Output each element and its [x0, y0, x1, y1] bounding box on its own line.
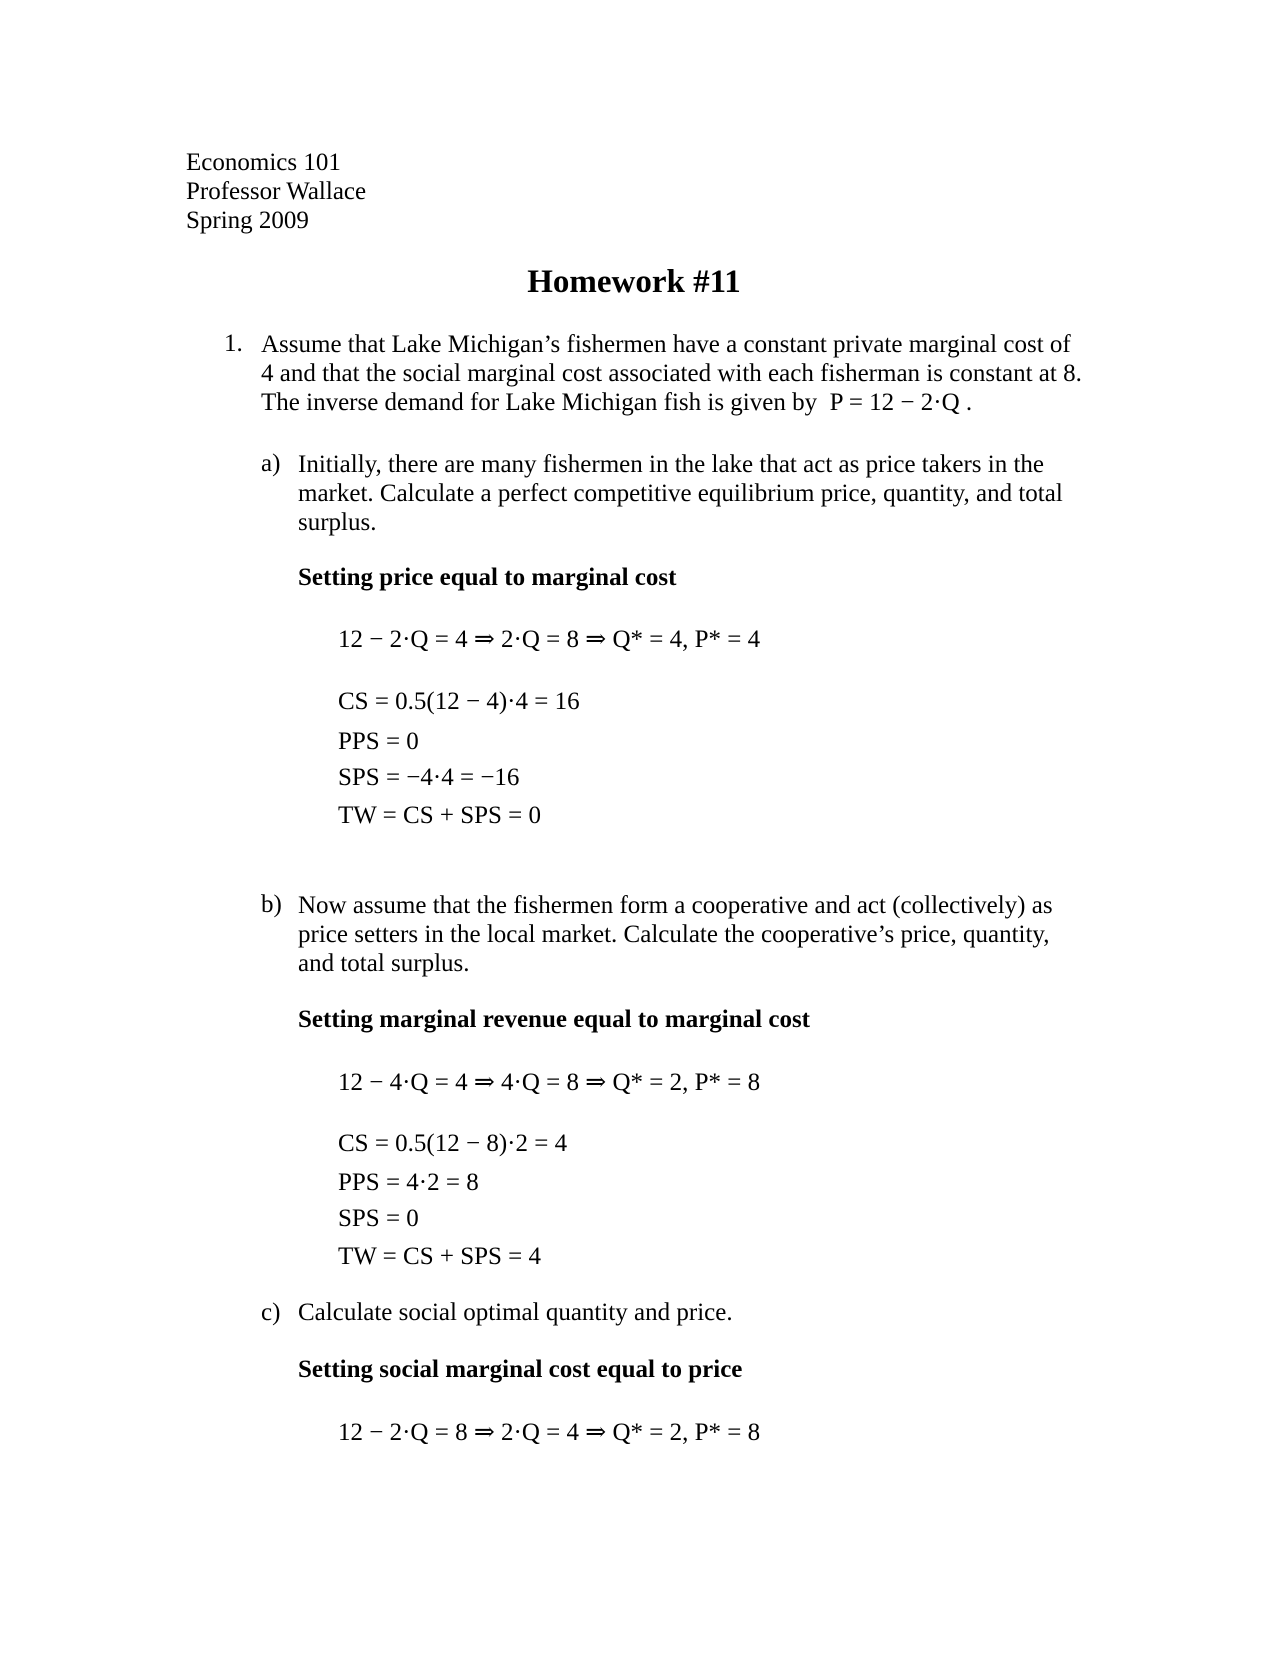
- part-c-label: c): [261, 1299, 281, 1326]
- part-a-pps-equation: PPS = 0: [338, 728, 419, 755]
- part-a-line: Initially, there are many fishermen in the lake that act as price takers in the: [298, 451, 1044, 478]
- part-a-text: [298, 450, 1063, 537]
- professor-name: Professor Wallace: [186, 178, 367, 205]
- part-c-text: Calculate social optimal quantity and price.: [298, 1299, 733, 1326]
- part-b-sps-equation: SPS = 0: [338, 1205, 419, 1232]
- course-header: [186, 148, 366, 235]
- question-line: [261, 388, 1082, 417]
- part-a-main-equation: 12 − 2·Q = 4 ⇒ 2·Q = 8 ⇒ Q* = 4, P* = 4: [338, 626, 761, 653]
- term: Spring 2009: [186, 207, 309, 234]
- part-b-label: b): [261, 891, 282, 918]
- question-1-text: [261, 330, 1082, 417]
- part-b-heading: Setting marginal revenue equal to marginal cost: [298, 1006, 810, 1033]
- question-number: 1.: [224, 330, 243, 357]
- part-b-line: Now assume that the fishermen form a cooperative and act (collectively) as: [298, 892, 1053, 919]
- part-a-line: market. Calculate a perfect competitive equilibrium price, quantity, and total: [298, 480, 1063, 507]
- question-line: 4 and that the social marginal cost associated with each fisherman is constant at 8.: [261, 360, 1082, 387]
- part-a-tw-equation: TW = CS + SPS = 0: [338, 802, 542, 829]
- part-a-cs-equation: CS = 0.5(12 − 4)·4 = 16: [338, 688, 580, 715]
- part-b-pps-equation: PPS = 4·2 = 8: [338, 1169, 479, 1196]
- part-b-cs-equation: CS = 0.5(12 − 8)·2 = 4: [338, 1130, 568, 1157]
- page-title: Homework #11: [527, 264, 741, 300]
- part-a-label: a): [261, 450, 281, 477]
- part-a-heading: Setting price equal to marginal cost: [298, 564, 677, 591]
- question-line-text: The inverse demand for Lake Michigan fish is given by: [261, 389, 818, 416]
- part-c-heading: Setting social marginal cost equal to price: [298, 1356, 743, 1383]
- part-b-line: and total surplus.: [298, 950, 470, 977]
- question-line: Assume that Lake Michigan’s fishermen have a constant private marginal cost of: [261, 331, 1071, 358]
- part-b-line: price setters in the local market. Calculate the cooperative’s price, quantity,: [298, 921, 1050, 948]
- part-a-sps-equation: SPS = −4·4 = −16: [338, 764, 520, 791]
- part-c-main-equation: 12 − 2·Q = 8 ⇒ 2·Q = 4 ⇒ Q* = 2, P* = 8: [338, 1419, 761, 1446]
- part-b-tw-equation: TW = CS + SPS = 4: [338, 1243, 542, 1270]
- part-a-line: surplus.: [298, 509, 377, 536]
- part-b-text: [298, 891, 1053, 978]
- course-name: Economics 101: [186, 149, 341, 176]
- demand-equation: P = 12 − 2·Q .: [829, 389, 973, 416]
- part-b-main-equation: 12 − 4·Q = 4 ⇒ 4·Q = 8 ⇒ Q* = 2, P* = 8: [338, 1069, 761, 1096]
